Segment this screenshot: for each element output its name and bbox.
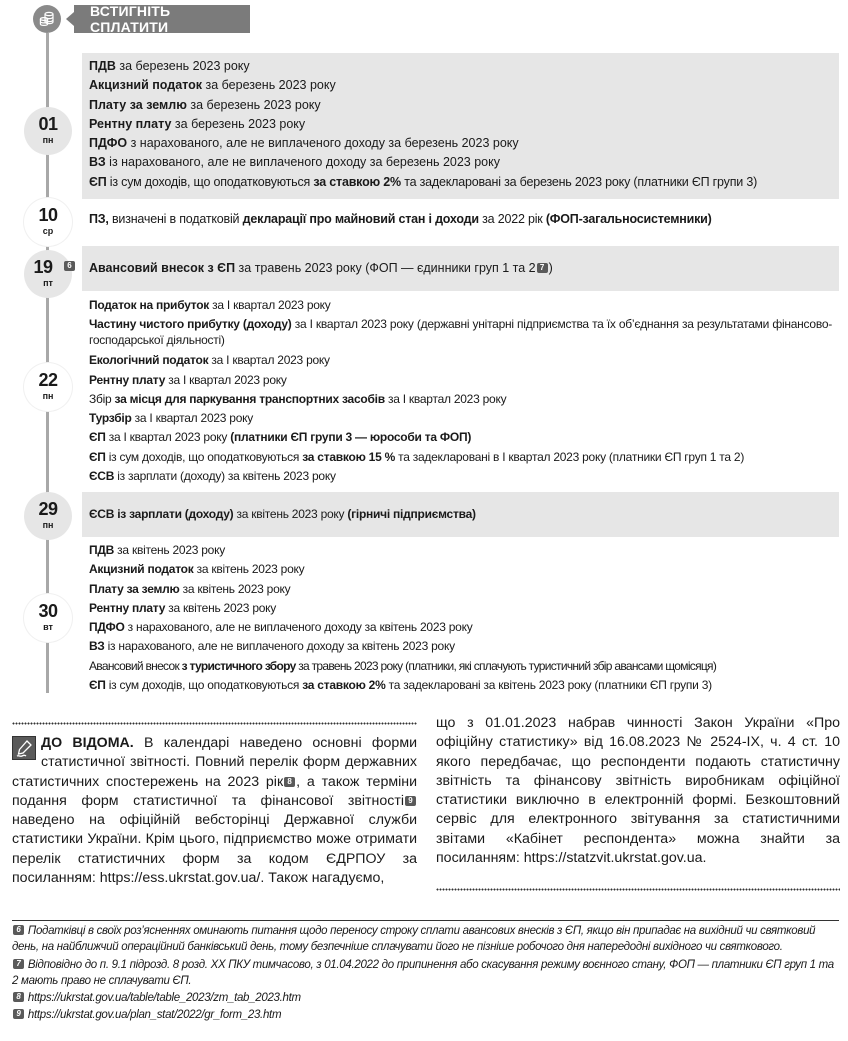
calendar-row-22 — [82, 296, 839, 488]
footnote-9: 9 https://ukrstat.gov.ua/plan_stat/2022/gr_form_23.htm — [12, 1007, 842, 1023]
list-item: ПДФО з нарахованого, але не виплаченого доходу за квітень 2023 року — [89, 620, 473, 635]
list-item: ЄП із сум доходів, що оподатковуються за ставкою 2% та задекларовані за березень 2023 року (платники ЄП групи 3) — [89, 174, 758, 189]
date-badge-01 — [24, 107, 72, 155]
list-item: ПДВ за березень 2023 року — [89, 59, 250, 73]
weekday: пн — [42, 520, 54, 530]
date-badge-10 — [24, 198, 72, 246]
calendar-row-29 — [82, 492, 839, 537]
info-right-column: що з 01.01.2023 набрав чинності Закон України «Про офіційну статистику» від 16.08.2023 № 2524-IX, ч. 4 ст. 10 якого передбачає, що респонденти подають статистичну звітність та фінансову звітність виробникам офіційної статистики виключно в електронній формі. Безкоштовний сервіс для електронного звітування за статистичними звітами «Кабінет респондента» можна знайти за посиланням: https://statzvit.ukrstat.gov.ua. — [436, 715, 840, 867]
footnote-8: 8 https://ukrstat.gov.ua/table/table_2023/zm_tab_2023.htm — [12, 990, 842, 1006]
weekday: вт — [43, 622, 53, 632]
weekday: пн — [42, 391, 54, 401]
list-item: Збір за місця для паркування транспортних засобів за І квартал 2023 року — [89, 391, 507, 406]
list-item: Турзбір за І квартал 2023 року — [89, 411, 254, 426]
calendar-row-01 — [82, 53, 839, 199]
list-item: Частину чистого прибутку (доходу) за І квартал 2023 року (державні унітарні підприємства та їх об’єднання за результатами фінансово-господарської діяльності) — [89, 317, 833, 347]
dotted-divider — [436, 888, 840, 891]
list-item: Рентну плату за І квартал 2023 року — [89, 372, 287, 387]
list-item: ЄП із сум доходів, що оподатковуються за ставкою 2% та задекларовані за квітень 2023 року (платники ЄП групи 3) — [89, 678, 712, 693]
footnote-marker: 9 — [405, 796, 416, 806]
coins-icon — [33, 5, 61, 33]
list-item: ЄП за І квартал 2023 року (платники ЄП групи 3 — юрособи та ФОП) — [89, 430, 472, 445]
date-number: 29 — [38, 499, 58, 519]
date-badge-19 — [24, 250, 72, 298]
list-item: ЄСВ із зарплати (доходу) за квітень 2023 року (гірничі підприємства) — [89, 507, 476, 521]
date-number: 01 — [38, 114, 58, 134]
list-item: ВЗ із нарахованого, але не виплаченого доходу за квітень 2023 року — [89, 639, 455, 654]
list-item: Екологічний податок за І квартал 2023 року — [89, 353, 330, 368]
list-item: ПЗ, визначені в податковій декларації про майновий стан і доходи за 2022 рік (ФОП-загальносистемники) — [89, 212, 712, 226]
weekday: пн — [42, 135, 54, 145]
calendar-row-10 — [82, 210, 839, 234]
list-item: Рентну плату за березень 2023 року — [89, 116, 306, 131]
footnote-rule — [12, 920, 839, 921]
list-item: Авансовий внесок з туристичного збору за травень 2023 року (платники, які сплачують туристичний збір авансами щомісяця) — [89, 658, 717, 673]
list-item: Акцизний податок за березень 2023 року — [89, 78, 336, 93]
list-item: ЄСВ із зарплати (доходу) за квітень 2023 року — [89, 469, 336, 484]
list-item: Акцизний податок за квітень 2023 року — [89, 562, 305, 577]
weekday: пт — [43, 278, 53, 288]
footnotes — [12, 923, 842, 1025]
list-item: ВЗ із нарахованого, але не виплаченого доходу за березень 2023 року — [89, 155, 500, 170]
calendar-row-19 — [82, 246, 839, 291]
dotted-divider — [12, 722, 417, 725]
section-title: ВСТИГНІТЬ СПЛАТИТИ — [74, 5, 250, 33]
list-item: Авансовий внесок з ЄП за травень 2023 року (ФОП — єдинники груп 1 та 2 7 ) — [89, 261, 553, 275]
list-item: ПДВ за квітень 2023 року — [89, 543, 225, 557]
list-item: Рентну плату за квітень 2023 року — [89, 600, 277, 615]
date-number: 22 — [38, 370, 58, 390]
pen-note-icon — [12, 736, 36, 760]
calendar-row-30 — [82, 541, 839, 699]
footnote-marker: 7 — [537, 263, 548, 273]
footnote-marker: 8 — [284, 777, 295, 787]
date-number: 10 — [38, 205, 58, 225]
info-heading: ДО ВІДОМА. — [41, 735, 134, 751]
footnote-6: 6 Податківці в своїх роз’ясненнях оминають питання щодо переносу строку сплати авансових внесків з ЄП, якщо він припадає на вихідний чи святковий день, на найближчий операційний банківський день, тому безпечніше сплачувати його не пізніше робочого дня напередодні вихідного чи святкового. — [12, 925, 816, 954]
list-item: Плату за землю за квітень 2023 року — [89, 581, 291, 596]
list-item: ЄП із сум доходів, що оподатковуються за ставкою 15 % та задекларовані в І квартал 2023 року (платники ЄП груп 1 та 2) — [89, 449, 745, 464]
weekday: ср — [42, 226, 54, 236]
section-header — [0, 0, 848, 40]
footnote-7: 7 Відповідно до п. 9.1 підрозд. 8 розд. XX ПКУ тимчасово, з 01.04.2022 до припинення або скасування режиму воєнного стану, ФОП — платники ЄП груп 1 та 2 мають право не сплачувати ЄП. — [12, 958, 834, 987]
list-item: Податок на прибуток за І квартал 2023 року — [89, 298, 331, 312]
date-badge-30 — [24, 594, 72, 642]
list-item: ПДФО з нарахованого, але не виплаченого доходу за березень 2023 року — [89, 136, 519, 151]
date-number: 30 — [38, 601, 58, 621]
list-item: Плату за землю за березень 2023 року — [89, 97, 321, 112]
date-badge-29 — [24, 492, 72, 540]
date-badge-22 — [24, 363, 72, 411]
date-number: 19 — [33, 257, 53, 277]
footnote-marker: 6 — [64, 261, 75, 271]
info-left-column: ДО ВІДОМА. В календарі наведено основні форми статистичної звітності. Повний перелік форм державних статистичних спостережень на 2023 рік 8 , а також терміни подання форм статистичної та фінансової звітності 9 наведено на офіційній вебсторінці Державної служби статистики України. Крім цього, підприємство може отримати перелік статистичних форм за кодом ЄДРПОУ за посиланням: https://ess.ukrstat.gov.ua/. Також нагадуємо, — [12, 735, 417, 887]
